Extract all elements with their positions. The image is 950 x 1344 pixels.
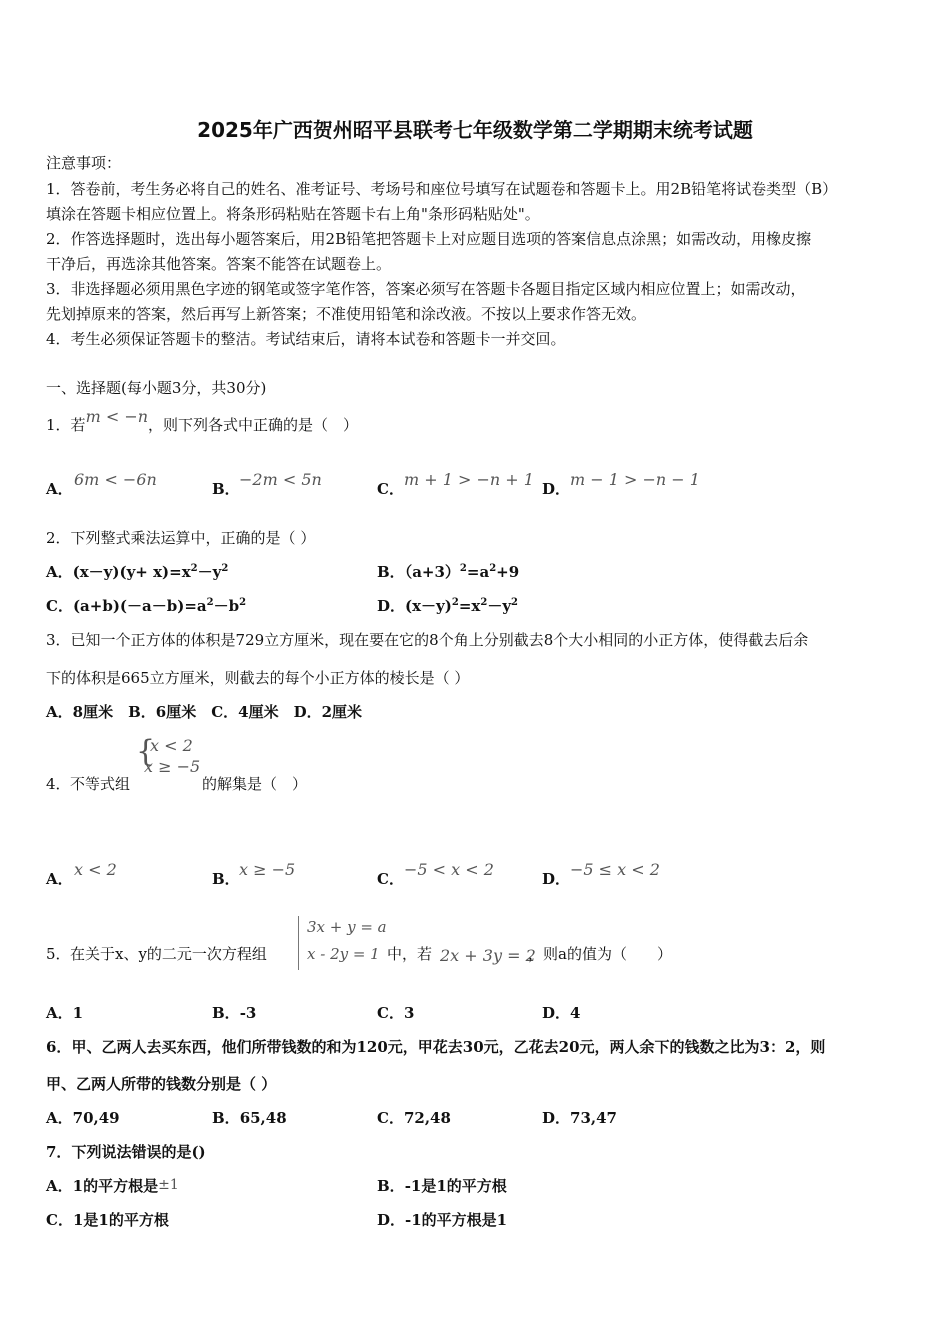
q5-option-a: A．1 [46, 1004, 84, 1022]
question-1 [46, 407, 359, 435]
notice-line: 先划掉原来的答案，然后再写上新答案；不准使用铅笔和涂改液。不按以上要求作答无效。 [46, 305, 647, 323]
question-number: 1． [46, 416, 71, 434]
q5-option-d: D．4 [542, 1004, 581, 1022]
question-text: ，则下列各式中正确的是（ ） [148, 416, 359, 434]
system-line: x - 2y = 1 [307, 945, 380, 963]
question-text: 下列整式乘法运算中，正确的是（ ） [70, 529, 316, 547]
notice-line: 2．作答选择题时，选出每小题答案后，用2B铅笔把答题卡上对应题目选项的答案信息点涂黑；如需改动，用橡皮擦 [46, 230, 812, 248]
inequality-system [136, 734, 202, 782]
question-text: 中，若 [387, 945, 433, 963]
notice-line: 3．非选择题必须用黑色字迹的钢笔或签字笔作答，答案必须写在答题卡各题目指定区域内相应位置上；如需改动， [46, 280, 806, 298]
notice-line: 填涂在答题卡相应位置上。将条形码粘贴在答题卡右上角"条形码粘贴处"。 [46, 205, 540, 223]
option-label: A． [46, 870, 73, 888]
option-c-math: m + 1 > −n + 1 [404, 470, 534, 489]
option-b-math: −2m < 5n [239, 470, 322, 489]
system-line: 3x + y = a [307, 918, 387, 936]
question-text: 甲、乙两人所带的钱数分别是（ ） [46, 1075, 277, 1093]
notice-line: 1．答卷前，考生务必将自己的姓名、准考证号、考场号和座位号填写在试题卷和答题卡上。用2B铅笔将试卷类型（B） [46, 180, 838, 198]
brace-icon: { [136, 734, 156, 769]
system-line: x ≥ −5 [144, 757, 201, 776]
question-text: 下的体积是665立方厘米，则截去的每个小正方体的棱长是（ ） [46, 669, 470, 687]
section-heading: 一、选择题(每小题3分，共30分) [46, 379, 267, 397]
math-expression: m < −n [85, 407, 149, 426]
question-text: 不等式组 [70, 775, 131, 793]
option-label: B． [212, 480, 240, 498]
q2-option-d: D．$(x-y)^2=x^2-y^2$ [377, 597, 519, 615]
system-line: x < 2 [150, 736, 193, 755]
option-d-math: m − 1 > −n − 1 [570, 470, 700, 489]
q2-option-c: C．$(a+b)(-a-b)=a^2-b^2$ [46, 597, 247, 615]
q2-option-b: B．$(a+3)^2=a^2+9$ [377, 563, 520, 581]
option-label: C． [377, 870, 404, 888]
option-c-math: −5 < x < 2 [404, 860, 494, 879]
q6-option-c: C．72,48 [377, 1109, 451, 1127]
option-b-math: x ≥ −5 [239, 860, 296, 879]
option-label: C． [377, 480, 404, 498]
question-text: 下列说法错误的是() [71, 1143, 206, 1161]
question-text: ，则a的值为（ ） [528, 945, 672, 963]
question-text: 若 [70, 416, 86, 434]
q6-option-b: B．65,48 [212, 1109, 287, 1127]
q2-option-a: A．$(x-y)(y+ x)=x^2-y^2$ [46, 563, 229, 581]
question-number: 5． [46, 945, 71, 963]
q7-option-c: C．1是1的平方根 [46, 1211, 169, 1229]
option-label: B． [212, 870, 240, 888]
question-number: 6． [46, 1038, 72, 1056]
q5-option-c: C．3 [377, 1004, 415, 1022]
question-text: 已知一个正方体的体积是729立方厘米，现在要在它的8个角上分别截去8个大小相同的小正方体，使得截去后余 [70, 631, 809, 649]
question-text: 甲、乙两人去买东西，他们所带钱数的和为120元，甲花去30元，乙花去20元，两人余下的钱数之比为3：2，则 [71, 1038, 826, 1056]
option-a-math: 6m < −6n [74, 470, 157, 489]
question-7 [46, 1141, 206, 1162]
option-d-math: −5 ≤ x < 2 [570, 860, 660, 879]
equation-system [298, 916, 387, 970]
q7-option-d: D．-1的平方根是1 [377, 1211, 508, 1229]
notice-line: 4．考生必须保证答题卡的整洁。考试结束后，请将本试卷和答题卡一并交回。 [46, 330, 566, 348]
question-6 [46, 1036, 825, 1057]
question-3 [46, 629, 808, 650]
notice-line: 干净后，再选涂其他答案。答案不能答在试题卷上。 [46, 255, 392, 273]
question-text: 在关于x、y的二元一次方程组 [70, 945, 267, 963]
option-a-math: x < 2 [74, 860, 117, 879]
q6-option-a: A．70,49 [46, 1109, 120, 1127]
question-text: 的解集是（ ） [202, 775, 308, 793]
question-number: 2． [46, 529, 71, 547]
page-title: 2025年广西贺州昭平县联考七年级数学第二学期期末统考试题 [197, 118, 753, 142]
q5-option-b: B．-3 [212, 1004, 257, 1022]
question-2 [46, 527, 315, 548]
question-number: 4． [46, 775, 71, 793]
q7-option-a: A．1的平方根是±1 [46, 1177, 179, 1195]
notice-heading: 注意事项： [46, 154, 122, 172]
q7-option-b: B．-1是1的平方根 [377, 1177, 507, 1195]
option-label: D． [542, 870, 571, 888]
option-label: A． [46, 480, 73, 498]
question-number: 7． [46, 1143, 72, 1161]
q6-option-d: D．73,47 [542, 1109, 617, 1127]
q3-options: A．8厘米 B．6厘米 C．4厘米 D．2厘米 [46, 703, 363, 721]
question-number: 3． [46, 631, 71, 649]
math-expression: 2x + 3y = 2 [440, 946, 536, 965]
option-label: D． [542, 480, 571, 498]
